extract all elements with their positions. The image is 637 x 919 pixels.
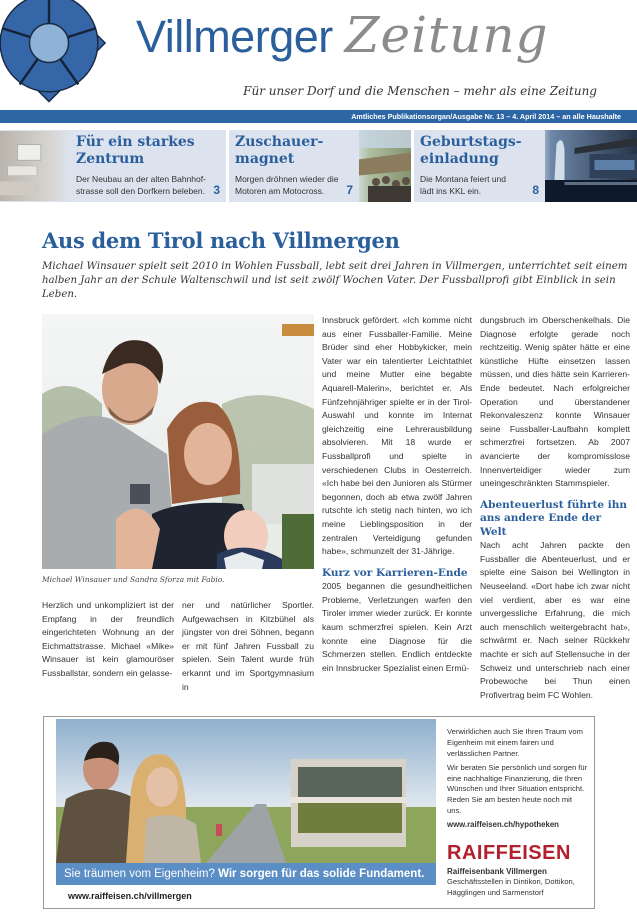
ad-paragraph-2: Wir beraten Sie persönlich und sorgen für eine nachhaltige Finanzierung, die Ihren Wünschen und Ihrer Situation entspricht. Reden Sie am besten heute noch mit uns.: [447, 763, 588, 817]
article-left-block: [42, 314, 314, 694]
masthead-title: [136, 6, 549, 64]
village-rose-logo-icon: [0, 0, 110, 104]
teaser-motocross[interactable]: [229, 130, 411, 202]
raiffeisen-logo: RAIFFEISEN: [447, 841, 588, 865]
article-column-4b-text: Nach acht Jahren packte den Fussballer die Abenteuerlust, und er spielte eine Saison bei Wellington in Neuseeland. «Dort habe ich zwar nicht viel verdient, aber es war eine unvergessliche Erfahrung, die mich auch menschlich weitergebracht hat», schwärmt er. Nach seiner Rückkehr machte er sich auf Stellensuche in der Schweiz und unterschrieb nach einer Probewoche bei Thun einen Profivertrag beim FC Wohlen.: [480, 539, 630, 702]
ad-paragraph-1: Verwirklichen auch Sie Ihren Traum vom Eigenheim mit einem fairen und verlässlichen Partner.: [447, 727, 588, 759]
teaser-title: Geburtstags- einladung: [420, 134, 539, 168]
ad-side-text: [436, 717, 594, 908]
article: [0, 202, 637, 702]
article-lead: Michael Winsauer spielt seit 2010 in Wohlen Fussball, lebt seit drei Jahren in Villmergen, unterrichtet seit einem halben Jahr an der Schule Waltenschwil und ist seit zwölf Wochen Vater. Der Fussballprofi gibt Einblick in sein Leben.: [42, 260, 630, 302]
teaser-text: Morgen dröhnen wieder die Motoren am Motocross.: [235, 173, 342, 197]
masthead: [0, 0, 637, 128]
teaser-body: [414, 130, 545, 202]
article-column-4-text: dungsbruch im Oberschenkelhals. Die Diagnose erfolgte gerade noch rechtzeitig. Wenig später hätte er eine künstliche Hüfte einsetzen lassen müssen, und dies hätte sein Karrieren-Ende bedeutet. Nach erfolgreicher Operation und überstandener Rekonvaleszenz konnte Winsauer seine Fussballer-Laufbahn komplett schmerzfrei fortsetzen. Ab 2007 avancierte der kompromisslose Innenverteidiger wieder zum uneingeschränkten Stammspieler.: [480, 314, 630, 491]
article-column-1: Herzlich und unkompliziert ist der Empfang in der freundlich eingerichteten Wohnung an der Eichmattstrasse. Michael «Mike» Winsauer ist kein glamouröser Fussballstar, sondern ein gelasse-: [42, 599, 174, 694]
bank-name: Raiffeisenbank Villmergen: [447, 867, 588, 878]
article-headline: Aus dem Tirol nach Villmergen: [42, 228, 637, 254]
subhead-abenteuerlust: Abenteuerlust führte ihn ans andere Ende der Welt: [480, 499, 630, 540]
issue-bar: Amtliches Publikationsorgan/Ausgabe Nr. 13 – 4. April 2014 – an alle Haushalte: [0, 110, 637, 123]
teaser-text: Der Neubau an der alten Bahnhof- strasse soll den Dorfkern beleben.: [76, 173, 209, 197]
teaser-title: Für ein starkes Zentrum: [76, 134, 220, 168]
raiffeisen-advertisement[interactable]: [43, 716, 595, 909]
ad-banner: Sie träumen vom Eigenheim? Wir sorgen für das solide Fundament.: [56, 863, 436, 885]
ad-left: [44, 717, 436, 908]
article-left-columns: [42, 599, 314, 694]
ad-url-hypotheken[interactable]: www.raiffeisen.ch/hypotheken: [447, 820, 588, 831]
teaser-zentrum[interactable]: [0, 130, 226, 202]
masthead-title-zeitung: Zeitung: [345, 6, 549, 64]
teaser-bottom: [420, 173, 539, 197]
family-photo: [42, 314, 314, 569]
masthead-slogan: Für unser Dorf und die Menschen – mehr als eine Zeitung: [243, 84, 597, 98]
kkl-building-image: [545, 130, 637, 202]
teaser-strip: [0, 130, 637, 202]
subhead-karrieren-ende: Kurz vor Karrieren-Ende: [322, 567, 472, 581]
teaser-page-number: 3: [213, 184, 220, 197]
article-column-3b-text: 2005 begannen die gesundheitlichen Probleme, Verletzungen warfen den Tiroler immer wieder zurück. Er konnte kaum schmerzfrei spielen. Kein Arzt konnte eine Diagnose für die Schmerzen stellen. Endlich entdeckte ein Innsbrucker Spezialist einen Ermü-: [322, 580, 472, 675]
teaser-title: Zuschauer- magnet: [235, 134, 353, 168]
motocross-crowd-image: [359, 130, 411, 202]
ad-url-villmergen[interactable]: www.raiffeisen.ch/villmergen: [68, 890, 436, 902]
article-column-3: [322, 314, 472, 675]
teaser-geburtstag[interactable]: [414, 130, 637, 202]
photo-caption: Michael Winsauer und Sandra Sforza mit Fabio.: [42, 575, 314, 585]
article-column-3-text: Innsbruck gefördert. «Ich komme nicht aus einer Fussballer-Familie. Meine Brüder sind eher Hobbykicker, mein Vater war ein talentierter Leichtathlet und meine Mutter eine begabte Aquarell-Malerin», berichtet er. Als Fünfzehnjähriger spielte er in der Tirol-Auswahl und konnte im Internat gleichzeitig eine Lehrerausbildung absolvieren. Mit 18 wurde er Fussballprofi und spielte in verschiedenen Clubs in Oesterreich. «Ich habe bei den Junioren als Stürmer begonnen, doch ab etwa zwölf Jahren rutschte ich stetig nach hinten, wo ich meine Lieblingsposition in der zentralen Verteidigung gefunden habe», schmunzelt der 31-Jährige.: [322, 314, 472, 559]
article-column-4: [480, 314, 630, 702]
masthead-title-villmerger: Villmerger: [136, 11, 333, 63]
teaser-text: Die Montana feiert und lädt ins KKL ein.: [420, 173, 528, 197]
teaser-page-number: 8: [532, 184, 539, 197]
teaser-body: [70, 130, 226, 202]
bank-branches: Geschäftsstellen in Dintikon, Dottikon, Hägglingen und Sarmenstorf: [447, 877, 588, 899]
article-body: [42, 314, 630, 702]
ad-couple-house-image: [56, 719, 436, 863]
teaser-body: [229, 130, 359, 202]
teaser-bottom: [76, 173, 220, 197]
article-column-2: ner und natürlicher Sportler. Aufgewachsen in Kitzbühel als jüngster von drei Söhnen, begann er mit fünf Jahren Fussball zu spielen. Sein Talent wurde früh erkannt und im Sportgymnasium in: [182, 599, 314, 694]
building-model-image: [0, 130, 70, 202]
teaser-page-number: 7: [346, 184, 353, 197]
teaser-bottom: [235, 173, 353, 197]
